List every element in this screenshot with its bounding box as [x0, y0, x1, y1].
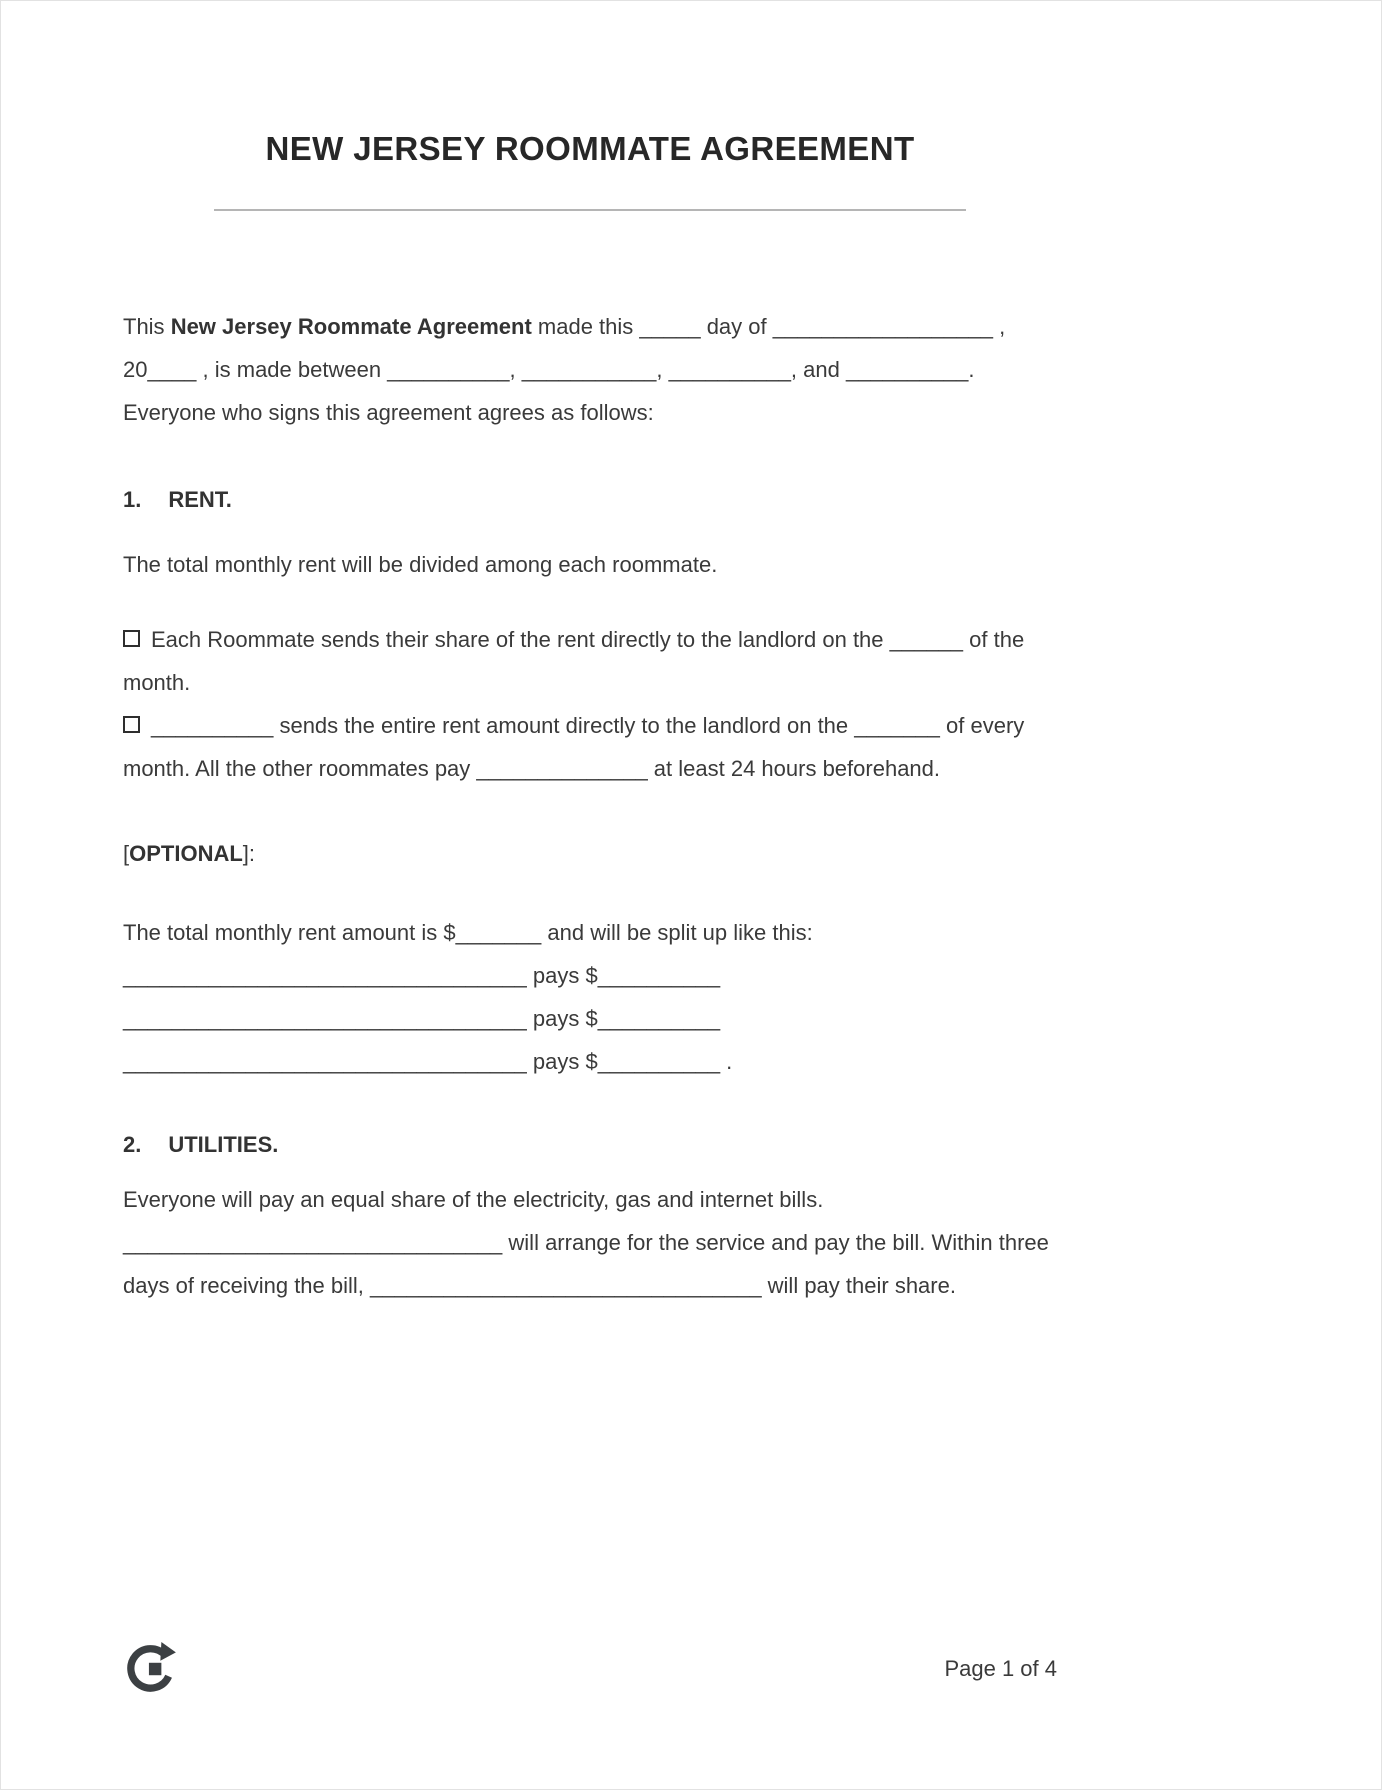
section-2-number: 2. [123, 1132, 142, 1157]
rent-intro-text: The total monthly rent will be divided among each roommate. [123, 552, 718, 577]
rent-option-2 [123, 704, 1057, 790]
utilities-line-2: _______________________________ will arrange for the service and pay the bill. Within three days of receiving the bill, ________________________________ will pay their share. [123, 1230, 1049, 1298]
section-1-number: 1. [123, 487, 142, 512]
rent-options [123, 618, 1057, 790]
section-2-title: UTILITIES. [168, 1132, 279, 1157]
optional-word: OPTIONAL [129, 841, 243, 866]
eforms-logo-icon [123, 1641, 179, 1697]
page-footer [123, 1641, 1057, 1697]
rent-option-1-text: Each Roommate sends their share of the rent directly to the landlord on the ______ of the month. [123, 627, 1025, 695]
section-1-heading [123, 478, 1057, 521]
rent-total-line: The total monthly rent amount is $_______ and will be split up like this: [123, 920, 813, 945]
intro-rest: made this _____ day of __________________ , 20____ , is made between __________, ___________, __________, and __________. Everyone who signs this agreement agrees as follows: [123, 314, 1006, 425]
optional-label [123, 832, 1057, 875]
pays-line: _________________________________ pays $__________ [123, 963, 721, 988]
pays-line: _________________________________ pays $__________ . [123, 1049, 733, 1074]
title-divider [214, 209, 966, 211]
optional-bracket-close: ]: [242, 841, 256, 866]
utilities-line-1: Everyone will pay an equal share of the electricity, gas and internet bills. [123, 1187, 824, 1212]
checkbox-icon[interactable] [123, 630, 140, 647]
utilities-paragraph [123, 1178, 1057, 1307]
document-content [123, 1, 1057, 1307]
checkbox-icon[interactable] [123, 716, 140, 733]
rent-option-1 [123, 618, 1057, 704]
page-title: NEW JERSEY ROOMMATE AGREEMENT [265, 130, 915, 167]
intro-paragraph [123, 305, 1057, 434]
rent-split-block [123, 911, 1057, 1083]
intro-lead: This [123, 314, 171, 339]
pays-line: _________________________________ pays $__________ [123, 1006, 721, 1031]
optional-bracket-open: [ [123, 841, 130, 866]
intro-agreement-name: New Jersey Roommate Agreement [170, 314, 532, 339]
section-1-title: RENT. [168, 487, 232, 512]
section-2-heading [123, 1123, 1057, 1166]
rent-option-2-text: __________ sends the entire rent amount directly to the landlord on the _______ of every month. All the other roommates pay ______________ at least 24 hours beforehand. [123, 713, 1025, 781]
page-number: Page 1 of 4 [944, 1656, 1057, 1681]
